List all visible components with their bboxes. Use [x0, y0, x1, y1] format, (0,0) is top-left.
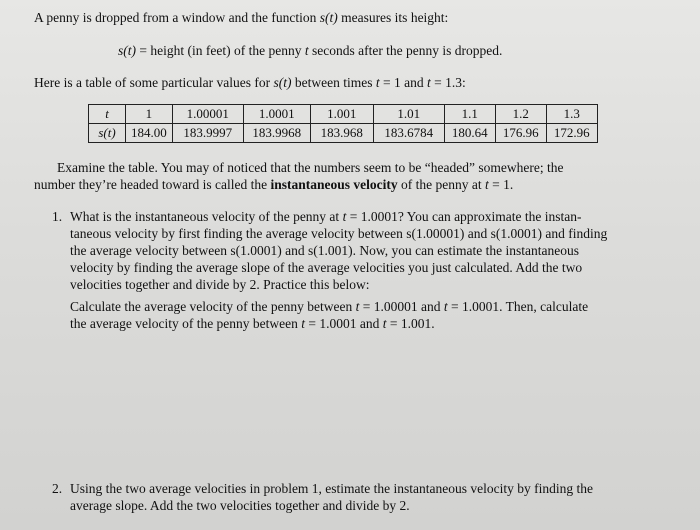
table-cell: 1.00001	[172, 105, 243, 124]
def-equals: =	[136, 43, 151, 58]
q1-t-6b: t	[443, 299, 448, 314]
definition-line	[118, 43, 502, 59]
question-1-line-2	[70, 226, 607, 242]
table-cell: 1.01	[373, 105, 444, 124]
table-cell: 1.0001	[243, 105, 310, 124]
table-intro-t2: t	[427, 75, 431, 90]
table-cell: 183.6784	[373, 124, 444, 143]
question-2-line-2	[70, 498, 410, 514]
question-1-line-3	[70, 243, 579, 259]
question-2-number	[52, 481, 62, 497]
q1-text-7b: = 1.0001 and	[305, 316, 383, 331]
question-2-line-1	[70, 481, 593, 497]
q1-text-6c: = 1.0001. Then, calculate	[447, 299, 589, 314]
table-cell: 1.1	[444, 105, 495, 124]
table-cell: 172.96	[546, 124, 597, 143]
question-1-line-6	[70, 299, 588, 315]
def-rhs: height (in feet) of the penny	[150, 43, 305, 58]
table-intro-line	[34, 75, 466, 91]
table-intro-fn: s(t)	[273, 75, 292, 90]
intro-text-end: measures its height:	[337, 10, 449, 25]
table-cell: 1.3	[546, 105, 597, 124]
table-cell: 180.64	[444, 124, 495, 143]
question-2-num-label: 2.	[52, 481, 63, 496]
q1-text: What is the instantaneous velocity of the penny at	[70, 209, 343, 224]
def-lhs: s(t)	[118, 43, 136, 58]
question-1-line-1	[70, 209, 582, 225]
table-intro-and: = 1 and	[379, 75, 428, 90]
values-table	[88, 104, 598, 143]
intro-text: A penny is dropped from a window and the function	[34, 10, 320, 25]
q1-t-7b: t	[382, 316, 387, 331]
function-s-of-t: s(t)	[319, 10, 338, 25]
examine-t: t	[485, 177, 489, 192]
q2-text-2: average slope. Add the two velocities together and divide by 2.	[70, 498, 410, 513]
examine-text-2: number they’re headed toward is called the	[34, 177, 271, 192]
table-intro-t1: t	[375, 75, 380, 90]
q2-text-1: Using the two average velocities in problem 1, estimate the instantaneous velocity by finding the	[70, 481, 593, 496]
q1-text-7: the average velocity of the penny between	[70, 316, 302, 331]
table-row-t	[89, 105, 598, 124]
q1-text-3: the average velocity between s(1.0001) and s(1.001). Now, you can estimate the instantaneous	[70, 243, 579, 258]
question-1-line-5	[70, 277, 370, 293]
q1-t-7a: t	[301, 316, 306, 331]
table-cell: 183.9997	[172, 124, 243, 143]
def-rest: seconds after the penny is dropped.	[308, 43, 503, 58]
instantaneous-velocity-term: instantaneous velocity	[270, 177, 398, 192]
table-cell: s(t)	[89, 124, 126, 143]
examine-line-1	[57, 160, 563, 176]
table-cell: 1.001	[310, 105, 373, 124]
q1-t: t	[342, 209, 347, 224]
examine-text-1: Examine the table. You may of noticed that the numbers seem to be “headed” somewhere; the	[57, 160, 564, 175]
q1-t-6a: t	[355, 299, 360, 314]
examine-text-3: of the penny at	[397, 177, 486, 192]
table-intro-end: = 1.3:	[430, 75, 466, 90]
q1-text-2: taneous velocity by first finding the average velocity between s(1.00001) and s(1.0001) and finding	[70, 226, 608, 241]
table-intro-text: Here is a table of some particular values for	[34, 75, 274, 90]
examine-text-4: = 1.	[488, 177, 514, 192]
examine-line-2	[34, 177, 513, 193]
q1-text-6: Calculate the average velocity of the penny between	[70, 299, 356, 314]
table-cell: 184.00	[126, 124, 173, 143]
table-cell: 176.96	[495, 124, 546, 143]
q1-text-7c: = 1.001.	[386, 316, 435, 331]
question-1-num-label: 1.	[52, 209, 63, 224]
intro-line-1	[34, 10, 448, 26]
table-intro-between: between times	[291, 75, 376, 90]
table-cell: 1.2	[495, 105, 546, 124]
q1-text-5: velocities together and divide by 2. Practice this below:	[70, 277, 370, 292]
def-t: t	[304, 43, 309, 58]
question-1-number	[52, 209, 62, 225]
question-1-line-4	[70, 260, 582, 276]
table-cell: t	[89, 105, 126, 124]
q1-text-4: velocity by finding the average slope of the average velocities you just calculated. Add the two	[70, 260, 583, 275]
q1-text-6b: = 1.00001 and	[359, 299, 444, 314]
table-cell: 183.9968	[243, 124, 310, 143]
table-row-s	[89, 124, 598, 143]
question-1-line-7	[70, 316, 435, 332]
q1-text-b: = 1.0001? You can approximate the instan-	[346, 209, 582, 224]
table-cell: 183.968	[310, 124, 373, 143]
table-cell: 1	[126, 105, 173, 124]
